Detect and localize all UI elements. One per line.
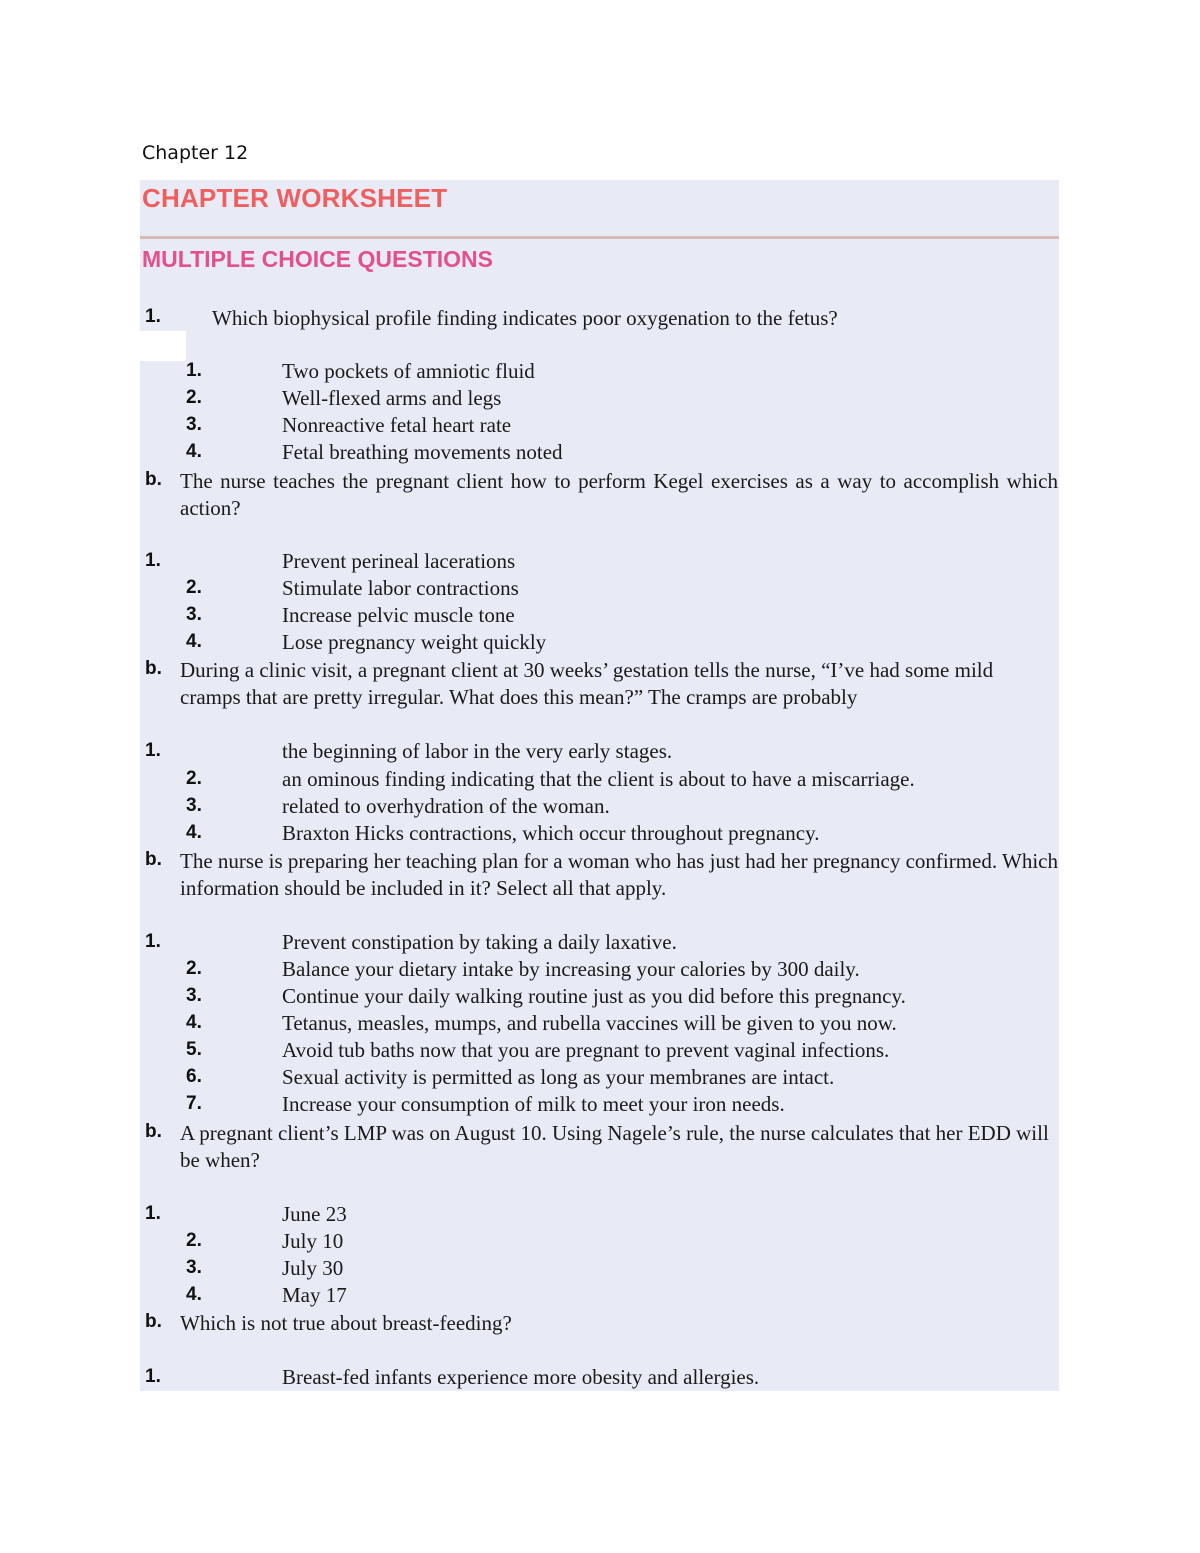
option-number: 1.	[145, 1366, 161, 1387]
option-text: related to overhydration of the woman.	[282, 794, 610, 818]
option-text: Increase your consumption of milk to meet your iron needs.	[282, 1092, 785, 1116]
option-number: 1.	[145, 1203, 161, 1224]
option-number: 3.	[186, 414, 202, 435]
option-number: 3.	[186, 604, 202, 625]
section-title: MULTIPLE CHOICE QUESTIONS	[142, 246, 493, 272]
question-number: b.	[145, 1311, 162, 1332]
question-number: b.	[145, 849, 162, 870]
question-text: Which is not true about breast-feeding?	[180, 1311, 512, 1335]
option-text: Increase pelvic muscle tone	[282, 603, 515, 627]
option-text: Avoid tub baths now that you are pregnant to prevent vaginal infections.	[282, 1038, 890, 1062]
question-number: b.	[145, 658, 162, 679]
worksheet-title: CHAPTER WORKSHEET	[142, 183, 448, 213]
option-text: Nonreactive fetal heart rate	[282, 413, 512, 437]
option-text: Stimulate labor contractions	[282, 576, 519, 600]
option-number: 1.	[145, 740, 161, 761]
option-number: 1.	[186, 360, 202, 381]
question-text: The nurse is preparing her teaching plan for a woman who has just had her pregnancy confirmed. Which information should be included in it? Select all that apply.	[180, 849, 1058, 900]
option-text: Tetanus, measles, mumps, and rubella vaccines will be given to you now.	[282, 1011, 897, 1035]
option-text: Prevent perineal lacerations	[282, 549, 516, 573]
option-number: 3.	[186, 985, 202, 1006]
option-number: 3.	[186, 1257, 202, 1278]
option-text: the beginning of labor in the very early stages.	[282, 739, 673, 763]
option-number: 2.	[186, 768, 202, 789]
option-text: Sexual activity is permitted as long as your membranes are intact.	[282, 1065, 835, 1089]
chapter-label: Chapter 12	[142, 142, 249, 164]
option-number: 4.	[186, 1284, 202, 1305]
option-text: Braxton Hicks contractions, which occur throughout pregnancy.	[282, 821, 820, 845]
option-number: 4.	[186, 631, 202, 652]
option-number: 5.	[186, 1039, 202, 1060]
option-number: 1.	[145, 550, 161, 571]
option-text: Balance your dietary intake by increasing your calories by 300 daily.	[282, 957, 860, 981]
title-divider	[140, 236, 1059, 239]
option-number: 2.	[186, 1230, 202, 1251]
option-number: 6.	[186, 1066, 202, 1087]
option-text: Prevent constipation by taking a daily laxative.	[282, 930, 677, 954]
option-number: 4.	[186, 822, 202, 843]
question-number: b.	[145, 1121, 162, 1142]
option-number: 2.	[186, 577, 202, 598]
option-text: July 10	[282, 1229, 344, 1253]
option-text: June 23	[282, 1202, 347, 1226]
option-number: 4.	[186, 441, 202, 462]
question-number: 1.	[145, 306, 161, 327]
option-number: 7.	[186, 1093, 202, 1114]
question-text: A pregnant client’s LMP was on August 10. Using Nagele’s rule, the nurse calculates that her EDD will be when?	[180, 1121, 1049, 1172]
option-number: 2.	[186, 958, 202, 979]
question-text: During a clinic visit, a pregnant client at 30 weeks’ gestation tells the nurse, “I’ve had some mild cramps that are pretty irregular. What does this mean?” The cramps are probably	[180, 658, 994, 709]
option-text: July 30	[282, 1256, 344, 1280]
question-number: b.	[145, 469, 162, 490]
option-text: Well-flexed arms and legs	[282, 386, 502, 410]
question-text: Which biophysical profile finding indicates poor oxygenation to the fetus?	[212, 306, 838, 330]
option-text: Continue your daily walking routine just as you did before this pregnancy.	[282, 984, 906, 1008]
question-text: The nurse teaches the pregnant client how to perform Kegel exercises as a way to accomplish which action?	[180, 469, 1058, 520]
option-text: Breast-fed infants experience more obesity and allergies.	[282, 1365, 760, 1389]
option-text: Lose pregnancy weight quickly	[282, 630, 547, 654]
option-text: Two pockets of amniotic fluid	[282, 359, 535, 383]
margin-notch	[140, 331, 186, 361]
option-number: 1.	[145, 931, 161, 952]
option-number: 4.	[186, 1012, 202, 1033]
option-text: Fetal breathing movements noted	[282, 440, 563, 464]
option-number: 2.	[186, 387, 202, 408]
option-text: May 17	[282, 1283, 347, 1307]
option-number: 3.	[186, 795, 202, 816]
option-text: an ominous finding indicating that the client is about to have a miscarriage.	[282, 767, 915, 791]
